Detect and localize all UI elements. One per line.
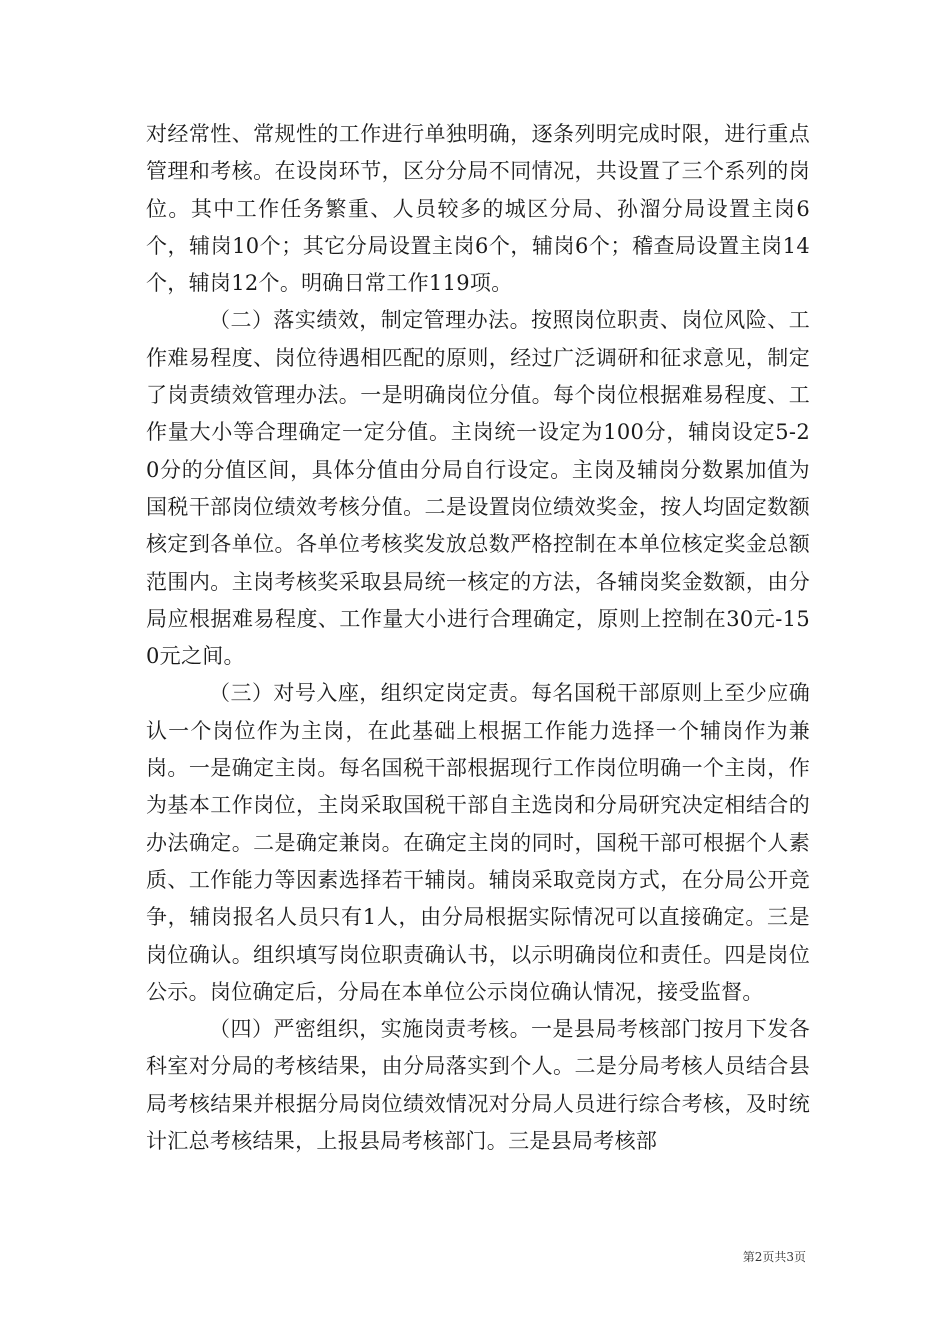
paragraph-section-4: （四）严密组织，实施岗责考核。一是县局考核部门按月下发各科室对分局的考核结果，由分局落实到个人。二是分局考核人员结合县局考核结果并根据分局岗位绩效情况对分局人员进行综合考核，及时统计汇总考核结果，上报县局考核部门。三是县局考核部 bbox=[146, 1017, 810, 1154]
document-body bbox=[146, 116, 810, 1160]
paragraph-section-2: （二）落实绩效，制定管理办法。按照岗位职责、岗位风险、工作难易程度、岗位待遇相匹配的原则，经过广泛调研和征求意见，制定了岗责绩效管理办法。一是明确岗位分值。每个岗位根据难易程度、工作量大小等合理确定一定分值。主岗统一设定为100分，辅岗设定5-20分的分值区间，具体分值由分局自行设定。主岗及辅岗分数累加值为国税干部岗位绩效考核分值。二是设置岗位绩效奖金，按人均固定数额核定到各单位。各单位考核奖发放总数严格控制在本单位核定奖金总额范围内。主岗考核奖采取县局统一核定的方法，各辅岗奖金数额，由分局应根据难易程度、工作量大小进行合理确定，原则上控制在30元-150元之间。 bbox=[146, 308, 810, 669]
page-footer bbox=[743, 1249, 806, 1265]
page-number: 第2页共3页 bbox=[742, 1250, 806, 1264]
paragraph-continued: 对经常性、常规性的工作进行单独明确，逐条列明完成时限，进行重点管理和考核。在设岗环节，区分分局不同情况，共设置了三个系列的岗位。其中工作任务繁重、人员较多的城区分局、孙溜分局设置主岗6个，辅岗10个；其它分局设置主岗6个，辅岗6个；稽查局设置主岗14个，辅岗12个。明确日常工作119项。 bbox=[146, 122, 810, 296]
paragraph-section-3: （三）对号入座，组织定岗定责。每名国税干部原则上至少应确认一个岗位作为主岗，在此基础上根据工作能力选择一个辅岗作为兼岗。一是确定主岗。每名国税干部根据现行工作岗位明确一个主岗，作为基本工作岗位，主岗采取国税干部自主选岗和分局研究决定相结合的办法确定。二是确定兼岗。在确定主岗的同时，国税干部可根据个人素质、工作能力等因素选择若干辅岗。辅岗采取竞岗方式，在分局公开竞争，辅岗报名人员只有1人，由分局根据实际情况可以直接确定。三是岗位确认。组织填写岗位职责确认书，以示明确岗位和责任。四是岗位公示。岗位确定后，分局在本单位公示岗位确认情况，接受监督。 bbox=[146, 681, 810, 1004]
